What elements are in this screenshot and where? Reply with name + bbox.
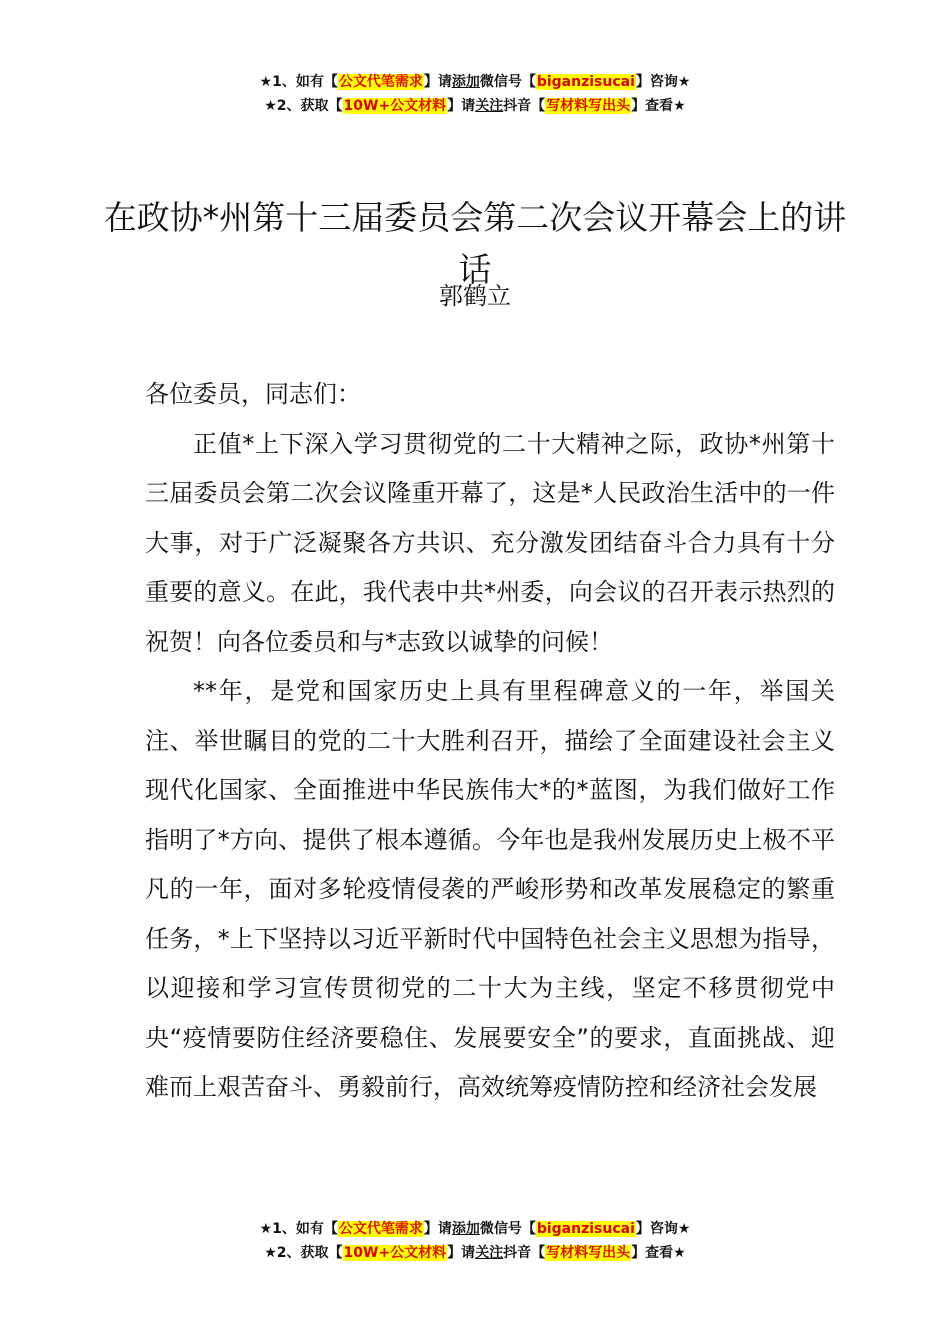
banner-line-2 (0, 94, 950, 118)
banner-text: ★2、获取【 (264, 98, 343, 114)
banner-highlight: 公文代笔需求 (338, 1221, 423, 1237)
banner-underline: 关注 (475, 98, 504, 114)
banner-text: 】咨询★ (635, 74, 691, 90)
banner-highlight: biganzisucai (536, 1221, 635, 1237)
banner-text: 微信号【 (479, 1221, 536, 1237)
banner-highlight: 10W+公文材料 (343, 1245, 447, 1261)
banner-text: 】查看★ (631, 98, 686, 114)
banner-text: 】咨询★ (635, 1221, 691, 1237)
banner-underline: 添加 (451, 1221, 480, 1237)
banner-text: 微信号【 (479, 74, 536, 90)
banner-line-1 (0, 1217, 950, 1241)
banner-text: 抖音【 (503, 1245, 546, 1261)
banner-highlight: 公文代笔需求 (338, 74, 423, 90)
banner-text: 】请 (447, 98, 476, 114)
banner-underline: 添加 (451, 74, 480, 90)
document-author: 郭鹤立 (439, 282, 511, 310)
banner-text: 】查看★ (631, 1245, 686, 1261)
banner-highlight: 10W+公文材料 (343, 98, 447, 114)
banner-text: 】请 (447, 1245, 476, 1261)
banner-text: 抖音【 (503, 98, 546, 114)
banner-line-1 (0, 70, 950, 94)
body-paragraph: **年，是党和国家历史上具有里程碑意义的一年，举国关注、举世瞩目的党的二十大胜利召开，描绘了全面建设社会主义现代化国家、全面推进中华民族伟大*的*蓝图，为我们做好工作指明了*方向、提供了根本遵循。今年也是我州发展历史上极不平凡的一年，面对多轮疫情侵袭的严峻形势和改革发展稳定的繁重任务，*上下坚持以习近平新时代中国特色社会主义思想为指导，以迎接和学习宣传贯彻党的二十大为主线，坚定不移贯彻党中央“疫情要防住经济要稳住、发展要安全”的要求，直面挑战、迎难而上艰苦奋斗、勇毅前行，高效统筹疫情防控和经济社会发展 (145, 677, 835, 1101)
banner-text: ★1、如有【 (259, 1221, 338, 1237)
banner-text: ★1、如有【 (259, 74, 338, 90)
banner-highlight: 写材料写出头 (546, 1245, 631, 1261)
body-paragraph: 正值*上下深入学习贯彻党的二十大精神之际，政协*州第十三届委员会第二次会议隆重开幕了，这是*人民政治生活中的一件大事，对于广泛凝聚各方共识、充分激发团结奋斗合力具有十分重要的意义。在此，我代表中共*州委，向会议的召开表示热烈的祝贺！向各位委员和与*志致以诚挚的问候！ (145, 429, 835, 656)
document-body (145, 370, 835, 1113)
document-title: 在政协*州第十三届委员会第二次会议开幕会上的讲话 (103, 198, 847, 290)
banner-line-2 (0, 1241, 950, 1265)
header-banner (0, 70, 950, 118)
banner-highlight: 写材料写出头 (546, 98, 631, 114)
banner-underline: 关注 (475, 1245, 504, 1261)
banner-text: 】请 (423, 1221, 452, 1237)
salutation: 各位委员，同志们： (145, 380, 361, 408)
banner-text: 】请 (423, 74, 452, 90)
banner-highlight: biganzisucai (536, 74, 635, 90)
footer-banner (0, 1217, 950, 1265)
banner-text: ★2、获取【 (264, 1245, 343, 1261)
